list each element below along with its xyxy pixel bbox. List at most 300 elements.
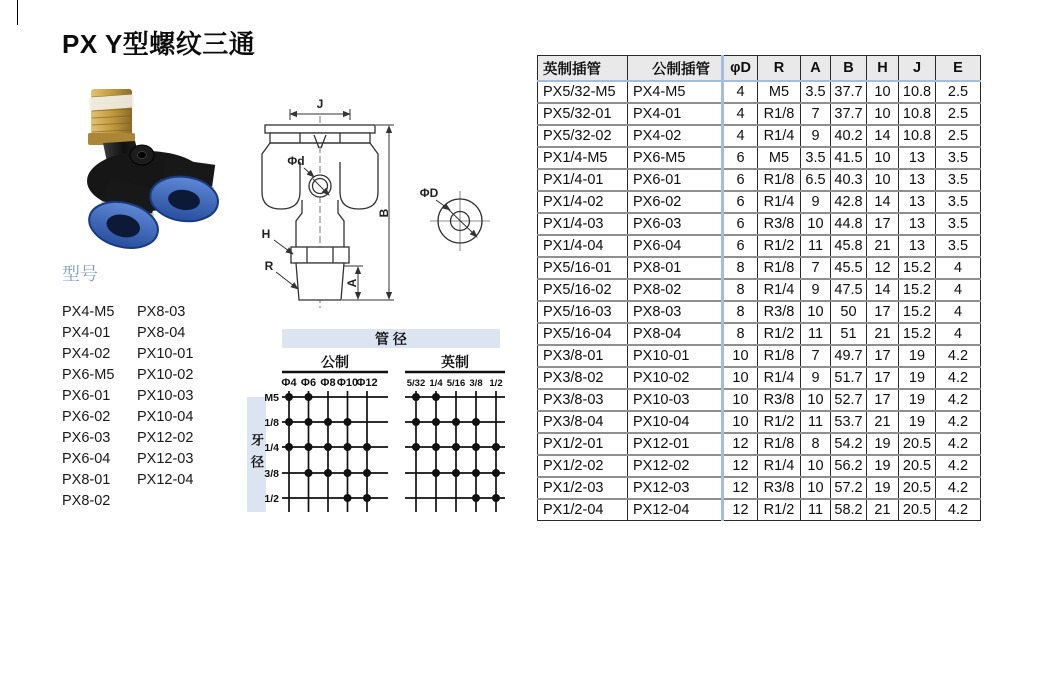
pipe-chart-group-label: 公制 (321, 354, 349, 370)
spec-cell: M5 (758, 147, 801, 169)
spec-cell: PX4-02 (628, 125, 723, 147)
pipe-chart-row-label: 3/8 (264, 468, 279, 480)
spec-cell: PX10-03 (628, 389, 723, 411)
spec-cell: 12 (867, 257, 899, 279)
spec-cell: PX6-04 (628, 235, 723, 257)
spec-table-row (538, 103, 981, 125)
spec-cell: 6.5 (801, 169, 831, 191)
spec-cell: M5 (758, 81, 801, 103)
spec-cell: R1/4 (758, 279, 801, 301)
pipe-chart-col-label: 3/8 (469, 378, 483, 389)
spec-cell: 12 (723, 477, 758, 499)
spec-cell: R1/2 (758, 411, 801, 433)
dim-label-a: A (345, 278, 359, 288)
spec-cell: 42.8 (831, 191, 867, 213)
spec-cell: 21 (867, 499, 899, 521)
spec-column-header: 公制插管 (628, 56, 723, 82)
pipe-chart-col-label: Φ6 (300, 377, 317, 389)
spec-cell: PX5/16-04 (538, 323, 628, 345)
technical-drawing-svg (250, 96, 512, 320)
spec-cell: 20.5 (899, 433, 936, 455)
spec-cell: R1/4 (758, 367, 801, 389)
spec-cell: 4.2 (936, 345, 981, 367)
model-item: PX8-04 (137, 325, 186, 341)
spec-column-header: E (936, 56, 981, 82)
pipe-chart-dot (472, 494, 480, 502)
spec-cell: 20.5 (899, 499, 936, 521)
pipe-chart-dot (344, 494, 352, 502)
spec-cell: 9 (801, 125, 831, 147)
spec-cell: PX5/32-01 (538, 103, 628, 125)
spec-cell: PX5/16-02 (538, 279, 628, 301)
spec-cell: 14 (867, 125, 899, 147)
spec-cell: 51 (831, 323, 867, 345)
pipe-chart-col-label: 5/32 (406, 378, 426, 389)
product-photo (75, 85, 230, 250)
pipe-chart-dot (305, 418, 313, 426)
spec-cell: PX5/32-M5 (538, 81, 628, 103)
pipe-chart-dot (472, 469, 480, 477)
spec-cell: 8 (723, 257, 758, 279)
spec-cell: PX8-04 (628, 323, 723, 345)
spec-cell: R3/8 (758, 477, 801, 499)
spec-cell: 10 (723, 411, 758, 433)
pipe-chart-dot (324, 469, 332, 477)
spec-cell: 4.2 (936, 433, 981, 455)
spec-cell: 10 (867, 169, 899, 191)
spec-cell: 13 (899, 169, 936, 191)
spec-cell: 4.2 (936, 367, 981, 389)
spec-cell: 19 (899, 389, 936, 411)
pipe-chart-dot (305, 469, 313, 477)
pipe-chart-dot (344, 443, 352, 451)
spec-cell: 17 (867, 367, 899, 389)
dim-label-b: B (377, 208, 391, 218)
pipe-chart-dot (492, 469, 500, 477)
spec-cell: 50 (831, 301, 867, 323)
spec-cell: 10 (867, 81, 899, 103)
product-photo-svg (75, 85, 230, 250)
spec-cell: PX3/8-04 (538, 411, 628, 433)
spec-cell: R1/4 (758, 191, 801, 213)
spec-cell: 2.5 (947, 84, 969, 100)
models-heading: 型号 (62, 264, 98, 284)
spec-cell: 8 (723, 323, 758, 345)
spec-cell: 51.7 (831, 367, 867, 389)
spec-cell: 4 (723, 125, 758, 147)
pipe-chart-col-label: 5/16 (446, 378, 466, 389)
spec-cell: 19 (867, 433, 899, 455)
spec-cell: 37.7 (831, 103, 867, 125)
spec-cell: 10.8 (899, 125, 936, 147)
spec-cell: PX10-01 (628, 345, 723, 367)
spec-cell: 4 (723, 81, 758, 103)
spec-cell: PX3/8-03 (538, 389, 628, 411)
spec-cell: 10 (867, 147, 899, 169)
spec-cell: PX6-M5 (628, 147, 723, 169)
model-item: PX8-02 (62, 493, 111, 509)
spec-cell: 15.2 (899, 279, 936, 301)
spec-cell: 13 (899, 235, 936, 257)
spec-table-row (538, 213, 981, 235)
spec-column-header: A (801, 56, 831, 82)
spec-cell: 4.2 (936, 455, 981, 477)
model-item: PX10-03 (137, 388, 194, 404)
spec-cell: 12 (723, 433, 758, 455)
spec-cell: 10 (801, 213, 831, 235)
spec-cell: 13 (899, 147, 936, 169)
spec-cell: 20.5 (899, 477, 936, 499)
pipe-chart-col-label: Φ8 (320, 377, 336, 389)
spec-cell: 21 (867, 411, 899, 433)
spec-cell: 10 (723, 345, 758, 367)
dim-label-phi-d: Φd (287, 154, 305, 168)
spec-table-row (538, 455, 981, 477)
spec-cell: 47.5 (831, 279, 867, 301)
spec-cell: PX10-02 (628, 367, 723, 389)
spec-table-header-row (538, 56, 981, 82)
technical-drawing (250, 96, 512, 320)
spec-cell: 4.2 (936, 499, 981, 521)
spec-cell: 8 (723, 301, 758, 323)
spec-cell: 4 (723, 103, 758, 125)
pipe-chart-dot (452, 418, 460, 426)
spec-cell: PX3/8-02 (538, 367, 628, 389)
spec-cell: 10 (801, 477, 831, 499)
spec-cell: 3.5 (936, 235, 981, 257)
spec-cell: 15.2 (899, 257, 936, 279)
pipe-chart-dot (285, 443, 293, 451)
spec-cell: 9 (801, 279, 831, 301)
spec-column-header: J (899, 56, 936, 82)
spec-cell: 3.5 (936, 169, 981, 191)
pipe-chart-dot (452, 469, 460, 477)
spec-cell: 2.5 (936, 125, 981, 147)
pipe-chart-dot (324, 418, 332, 426)
spec-cell: PX5/32-02 (538, 125, 628, 147)
spec-cell: 11 (801, 235, 831, 257)
spec-cell: PX1/4-02 (538, 191, 628, 213)
page-title: PX Y型螺纹三通 (62, 29, 256, 59)
spec-cell: 10.8 (899, 81, 936, 103)
spec-column-header: φD (723, 56, 758, 82)
spec-cell: R1/2 (758, 235, 801, 257)
spec-cell: PX1/4-01 (538, 169, 628, 191)
spec-table-row (538, 147, 981, 169)
spec-cell: PX4-01 (628, 103, 723, 125)
spec-cell: 15.2 (899, 323, 936, 345)
spec-cell: 4 (936, 279, 981, 301)
pipe-chart-dot (492, 443, 500, 451)
dim-label-j: J (316, 97, 324, 111)
models-column-1 (62, 302, 137, 512)
spec-cell: 21 (867, 323, 899, 345)
models-list (62, 302, 193, 512)
dim-label-h: H (261, 227, 271, 241)
spec-cell: 10 (801, 455, 831, 477)
spec-cell: 57.2 (831, 477, 867, 499)
model-item: PX6-03 (62, 430, 111, 446)
spec-cell: PX8-03 (628, 301, 723, 323)
spec-cell: PX10-04 (628, 411, 723, 433)
spec-table-row (538, 301, 981, 323)
spec-cell: 6 (723, 169, 758, 191)
spec-cell: 8 (723, 279, 758, 301)
spec-cell: 40.3 (831, 169, 867, 191)
spec-cell: 4.2 (936, 389, 981, 411)
spec-cell: 6 (723, 191, 758, 213)
spec-cell: PX12-02 (628, 455, 723, 477)
model-item: PX8-01 (62, 472, 111, 488)
spec-table-row (538, 81, 981, 103)
spec-cell: 7 (801, 345, 831, 367)
spec-cell: 14 (867, 191, 899, 213)
spec-table-row (538, 433, 981, 455)
spec-cell: 8 (801, 433, 831, 455)
spec-cell: PX12-04 (628, 499, 723, 521)
spec-cell: 3.5 (936, 213, 981, 235)
spec-cell: R1/4 (758, 125, 801, 147)
pipe-chart-dot (412, 393, 420, 401)
pipe-chart-group-label: 英制 (441, 354, 469, 370)
spec-cell: 19 (899, 367, 936, 389)
spec-table-row (538, 499, 981, 521)
spec-cell: 19 (867, 477, 899, 499)
spec-cell: 14 (867, 279, 899, 301)
spec-cell: 37.7 (831, 81, 867, 103)
model-item: PX12-03 (137, 451, 194, 467)
spec-cell: 10 (723, 367, 758, 389)
thread-diameter-axis-label: 牙径 (247, 397, 266, 512)
spec-cell: 4 (936, 301, 981, 323)
spec-cell: R3/8 (758, 301, 801, 323)
spec-cell: R1/4 (758, 455, 801, 477)
spec-cell: 4 (936, 323, 981, 345)
spec-column-header: 英制插管 (538, 56, 628, 82)
pipe-chart-row-label: 1/8 (264, 417, 279, 429)
spec-cell: 17 (867, 389, 899, 411)
spec-cell: PX8-02 (628, 279, 723, 301)
pipe-chart-dot (412, 418, 420, 426)
spec-cell: PX1/4-03 (538, 213, 628, 235)
pipe-chart-dot (492, 494, 500, 502)
spec-cell: 9 (801, 191, 831, 213)
pipe-chart-col-label: 1/2 (489, 378, 503, 389)
spec-cell: 6 (723, 147, 758, 169)
spec-cell: PX6-02 (628, 191, 723, 213)
pipe-chart-row-label: M5 (264, 392, 279, 404)
model-item: PX6-02 (62, 409, 111, 425)
spec-cell: 17 (867, 301, 899, 323)
spec-table-row (538, 345, 981, 367)
spec-cell: 10 (867, 103, 899, 125)
spec-cell: 21 (867, 235, 899, 257)
model-item: PX8-03 (137, 304, 186, 320)
pipe-chart-title: 管 径 (282, 329, 500, 348)
spec-cell: R1/8 (758, 257, 801, 279)
spec-cell: 20.5 (899, 455, 936, 477)
model-item: PX4-02 (62, 346, 111, 362)
model-item: PX12-02 (137, 430, 194, 446)
model-item: PX6-04 (62, 451, 111, 467)
pipe-chart-col-label: Φ10 (336, 377, 359, 389)
pipe-chart-dot (285, 418, 293, 426)
spec-table-row (538, 235, 981, 257)
spec-table-row (538, 323, 981, 345)
spec-cell: PX5/16-03 (538, 301, 628, 323)
model-item: PX6-01 (62, 388, 111, 404)
spec-cell: 17 (867, 345, 899, 367)
spec-column-header: R (758, 56, 801, 82)
pipe-chart-row-label: 1/4 (264, 442, 279, 454)
spec-cell: R1/2 (758, 323, 801, 345)
spec-cell: 2.5 (936, 103, 981, 125)
spec-cell: 6 (723, 235, 758, 257)
spec-cell: 13 (899, 191, 936, 213)
spec-cell: 11 (801, 323, 831, 345)
spec-cell: 58.2 (831, 499, 867, 521)
spec-column-header: B (831, 56, 867, 82)
spec-cell: 10 (723, 389, 758, 411)
spec-cell: PX1/2-02 (538, 455, 628, 477)
pipe-chart-dot (324, 443, 332, 451)
spec-column-header: H (867, 56, 899, 82)
spec-cell: 7 (801, 257, 831, 279)
spec-cell: 40.2 (831, 125, 867, 147)
spec-cell: 11 (801, 499, 831, 521)
models-column-2 (137, 302, 193, 512)
spec-cell: 54.2 (831, 433, 867, 455)
model-item: PX6-M5 (62, 367, 115, 383)
model-item: PX4-01 (62, 325, 111, 341)
spec-table-row (538, 411, 981, 433)
spec-cell: 45.5 (831, 257, 867, 279)
dim-label-phi-D: ΦD (419, 186, 439, 200)
spec-cell: 19 (899, 345, 936, 367)
spec-cell: PX12-03 (628, 477, 723, 499)
spec-cell: PX1/4-04 (538, 235, 628, 257)
spec-cell: 4.2 (936, 411, 981, 433)
spec-cell: PX4-M5 (628, 81, 723, 103)
spec-cell: PX5/16-01 (538, 257, 628, 279)
spec-cell: 10 (801, 389, 831, 411)
spec-cell: PX12-01 (628, 433, 723, 455)
spec-cell: 12 (723, 499, 758, 521)
spec-table-row (538, 191, 981, 213)
spec-cell: 52.7 (831, 389, 867, 411)
pipe-chart-dot (432, 443, 440, 451)
spec-table (537, 55, 981, 521)
spec-cell: R1/8 (758, 345, 801, 367)
spec-cell: PX6-01 (628, 169, 723, 191)
spec-cell: 4.2 (936, 477, 981, 499)
spec-cell: R1/8 (758, 169, 801, 191)
spec-cell: 3.5 (936, 191, 981, 213)
pipe-chart-dot (363, 469, 371, 477)
spec-table-row (538, 169, 981, 191)
spec-table-row (538, 257, 981, 279)
spec-cell: R1/2 (758, 499, 801, 521)
pipe-chart-dot (285, 393, 293, 401)
spec-cell: PX1/2-04 (538, 499, 628, 521)
pipe-diameter-grid (252, 350, 510, 522)
pipe-chart-dot (363, 494, 371, 502)
spec-cell: 19 (867, 455, 899, 477)
spec-cell: 13 (899, 213, 936, 235)
pipe-chart-dot (432, 393, 440, 401)
model-item: PX10-04 (137, 409, 194, 425)
page-corner-mark (17, 0, 18, 25)
spec-cell: 19 (899, 411, 936, 433)
spec-cell: R3/8 (758, 389, 801, 411)
spec-cell: R1/8 (758, 433, 801, 455)
spec-cell: 3.5 (801, 81, 831, 103)
pipe-chart-dot (432, 418, 440, 426)
spec-cell: PX1/2-03 (538, 477, 628, 499)
spec-cell: 41.5 (831, 147, 867, 169)
spec-table-row (538, 389, 981, 411)
spec-table-row (538, 125, 981, 147)
pipe-chart-col-label: 1/4 (429, 378, 443, 389)
spec-cell: PX1/2-01 (538, 433, 628, 455)
spec-cell: 56.2 (831, 455, 867, 477)
spec-cell: PX8-01 (628, 257, 723, 279)
pipe-chart-dot (363, 443, 371, 451)
model-item: PX12-04 (137, 472, 194, 488)
pipe-chart-dot (452, 443, 460, 451)
spec-cell: 53.7 (831, 411, 867, 433)
pipe-chart-dot (432, 469, 440, 477)
spec-cell: 12 (723, 455, 758, 477)
spec-cell: PX3/8-01 (538, 345, 628, 367)
spec-cell: PX6-03 (628, 213, 723, 235)
pipe-chart-dot (344, 418, 352, 426)
spec-cell: 6 (723, 213, 758, 235)
spec-cell: 44.8 (831, 213, 867, 235)
spec-cell: 49.7 (831, 345, 867, 367)
pipe-chart-dot (412, 443, 420, 451)
pipe-chart-col-label: Φ4 (281, 377, 297, 389)
spec-cell: 9 (801, 367, 831, 389)
model-item: PX4-M5 (62, 304, 115, 320)
spec-cell: 10 (801, 301, 831, 323)
pipe-chart-dot (344, 469, 352, 477)
spec-cell: 10.8 (899, 103, 936, 125)
spec-table-row (538, 279, 981, 301)
pipe-chart-col-label: Φ12 (356, 377, 378, 389)
pipe-chart-dot (472, 443, 480, 451)
spec-cell: 45.8 (831, 235, 867, 257)
drawing-side-view (430, 191, 490, 251)
spec-cell: R3/8 (758, 213, 801, 235)
spec-cell: 4 (936, 257, 981, 279)
pipe-chart-dot (305, 393, 313, 401)
dim-label-r: R (264, 259, 274, 273)
spec-cell: 7 (801, 103, 831, 125)
pipe-chart-dot (305, 443, 313, 451)
spec-cell: 11 (801, 411, 831, 433)
fitting-brass-thread (88, 89, 135, 145)
spec-cell: 3.5 (801, 147, 831, 169)
spec-cell: 17 (867, 213, 899, 235)
spec-cell: R1/8 (758, 103, 801, 125)
spec-cell: PX1/4-M5 (538, 147, 628, 169)
model-item: PX10-02 (137, 367, 194, 383)
spec-cell: 15.2 (899, 301, 936, 323)
pipe-chart-dot (472, 418, 480, 426)
spec-table-row (538, 367, 981, 389)
spec-table-row (538, 477, 981, 499)
